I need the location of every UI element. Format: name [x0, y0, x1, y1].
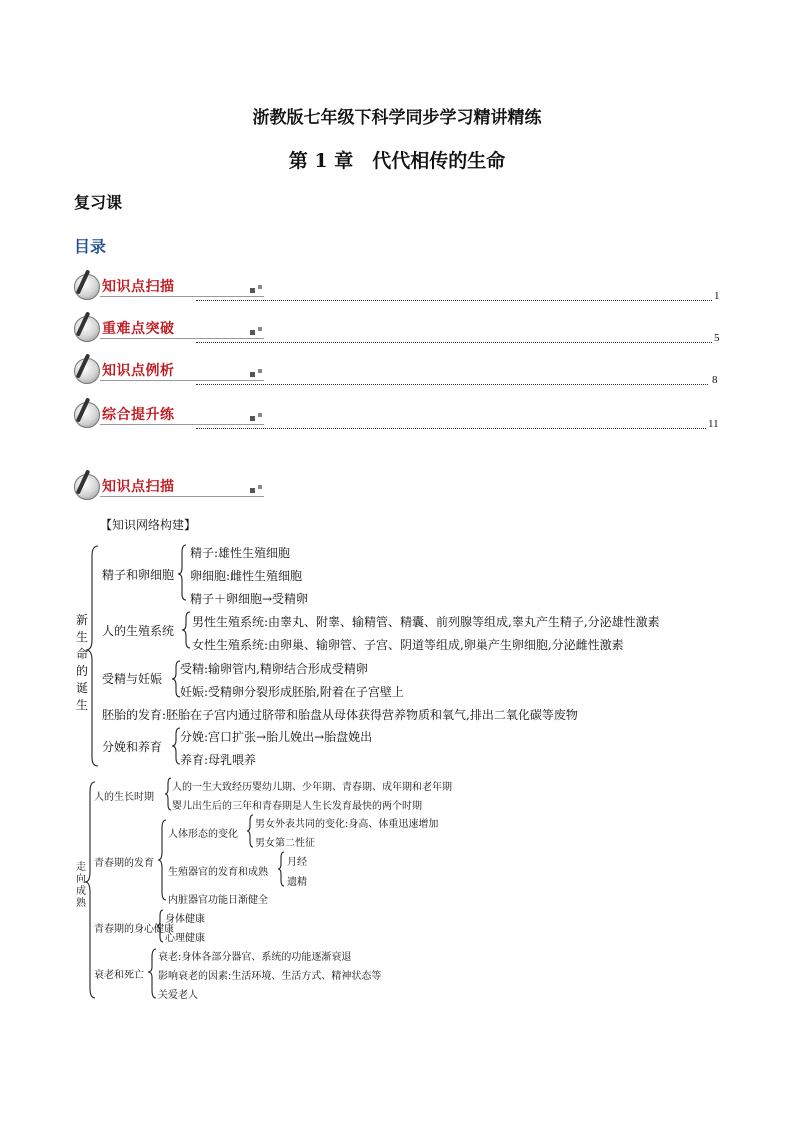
review-label: 复习课	[74, 193, 123, 212]
map1-item: 受精:输卵管内,精卵结合形成受精卵	[180, 662, 368, 676]
map2-item: 身体健康	[165, 914, 205, 925]
toc-label: 重难点突破	[102, 321, 175, 337]
map1-branch-reproductive-system: 人的生殖系统	[102, 624, 175, 638]
map1-item: 精子＋卵细胞→受精卵	[190, 592, 309, 606]
map2-sub-branch: 内脏器官功能日渐健全	[168, 895, 268, 906]
map2-branch-growth: 人的生长时期	[94, 792, 154, 803]
toc-page: 11	[708, 418, 719, 430]
knowledge-network-label: 【知识网络构建】	[100, 518, 197, 532]
map2-item: 影响衰老的因素:生活环境、生活方式、精神状态等	[158, 971, 382, 982]
map2-item: 心理健康	[165, 933, 205, 944]
toc-label: 综合提升练	[102, 407, 175, 423]
map1-branch-fertilization: 受精与妊娠	[102, 672, 163, 686]
map2-root: 走向成熟	[76, 862, 86, 909]
section-badge-label: 知识点扫描	[102, 479, 175, 495]
map1-branch-gametes: 精子和卵细胞	[102, 568, 175, 582]
map2-branch-puberty: 青春期的发育	[94, 858, 154, 869]
map2-branch-health: 青春期的身心健康	[94, 924, 174, 935]
chapter-title: 第 1 章 代代相传的生命	[288, 150, 506, 172]
map1-root: 新生命的诞生	[75, 613, 88, 712]
toc-page: 8	[712, 374, 718, 386]
map2-item: 关爱老人	[158, 990, 198, 1001]
map2-sub-branch: 生殖器官的发育和成熟	[168, 867, 268, 878]
map1-item: 女性生殖系统:由卵巢、输卵管、子宫、阴道等组成,卵巢产生卵细胞,分泌雌性激素	[192, 638, 624, 652]
toc-label: 知识点扫描	[102, 279, 175, 295]
toc-page: 5	[714, 332, 720, 344]
map2-item: 男女第二性征	[255, 838, 315, 849]
map2-item: 衰老:身体各部分器官、系统的功能逐渐衰退	[158, 952, 352, 963]
map1-branch-embryo: 胚胎的发育:胚胎在子宫内通过脐带和胎盘从母体获得营养物质和氧气,排出二氧化碳等废物	[102, 708, 578, 722]
map2-sub-branch: 人体形态的变化	[168, 829, 238, 840]
map2-item: 遗精	[287, 877, 307, 888]
map1-item: 分娩:宫口扩张→胎儿娩出→胎盘娩出	[180, 730, 373, 744]
map2-item: 婴儿出生后的三年和青春期是人生长发育最快的两个时期	[172, 801, 422, 812]
map1-item: 精子:雄性生殖细胞	[190, 546, 291, 560]
map2-branch-aging: 衰老和死亡	[94, 970, 144, 981]
map2-item: 人的一生大致经历婴幼儿期、少年期、青春期、成年期和老年期	[172, 782, 452, 793]
map1-item: 男性生殖系统:由睾丸、附睾、输精管、精囊、前列腺等组成,睾丸产生精子,分泌雄性激素	[192, 615, 660, 629]
map2-item: 男女外表共同的变化:身高、体重迅速增加	[255, 819, 439, 830]
toc-label: 知识点例析	[102, 363, 175, 379]
toc-heading: 目录	[74, 237, 107, 256]
toc-page: 1	[714, 290, 720, 302]
document-title: 浙教版七年级下科学同步学习精讲精练	[252, 108, 542, 128]
map1-item: 养育:母乳喂养	[180, 753, 257, 767]
map2-item: 月经	[287, 857, 307, 868]
map1-item: 妊娠:受精卵分裂形成胚胎,附着在子宫壁上	[180, 685, 404, 699]
map1-item: 卵细胞:雌性生殖细胞	[190, 569, 303, 583]
map1-branch-birth: 分娩和养育	[102, 740, 163, 754]
